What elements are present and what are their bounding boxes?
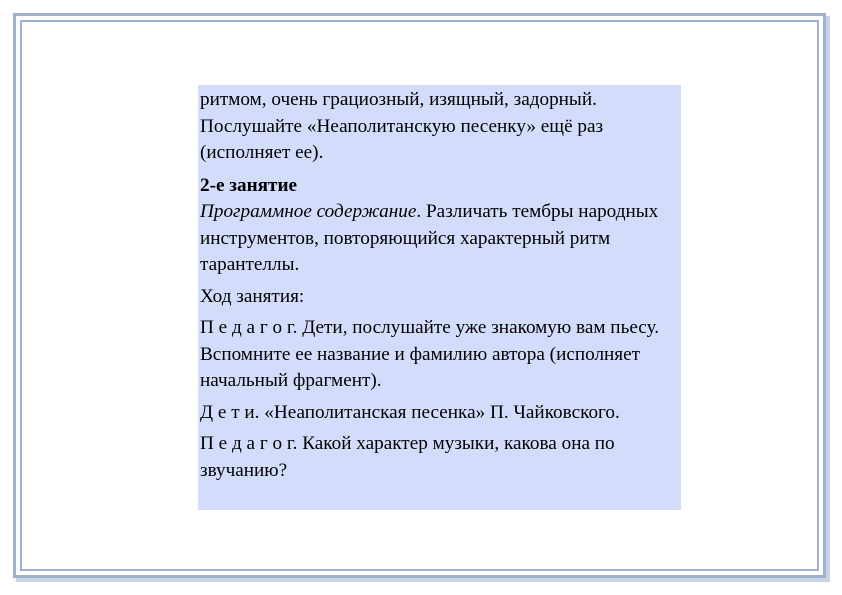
course-label: Ход занятия: (200, 285, 305, 307)
children-line: «Неаполитанская песенка» П. Чайковского. (259, 401, 620, 423)
program-text: . Различать тембры народных инструментов, повторяющийся характерный ритм тарантеллы. (200, 201, 659, 275)
teacher-line-1: Дети, послушайте уже знакомую вам пьесу. Вспомните ее название и фамилию автора (исполняет начальный фрагмент). (200, 317, 660, 391)
slide-text-block (198, 85, 681, 510)
paragraph-children (200, 400, 679, 427)
lesson-heading: 2-е занятие (200, 174, 298, 196)
program-label: Программное содержание (200, 201, 417, 222)
teacher-label: П е д а г о г. (200, 317, 298, 338)
frame-shadow-bottom (16, 578, 830, 582)
teacher-line-2: Какой характер музыки, какова она по звучанию? (200, 433, 615, 481)
frame-shadow-right (826, 16, 830, 581)
paragraph-intro (200, 87, 679, 167)
paragraph-teacher-2 (200, 431, 679, 484)
paragraph-course (200, 284, 679, 311)
teacher-label: П е д а г о г. (200, 433, 298, 454)
intro-text: ритмом, очень грациозный, изящный, задорный. Послушайте «Неаполитанскую песенку» ещё раз (исполняет ее). (200, 89, 604, 163)
paragraph-lesson (200, 173, 679, 279)
paragraph-teacher-1 (200, 315, 679, 395)
children-label: Д е т и. (200, 401, 260, 423)
